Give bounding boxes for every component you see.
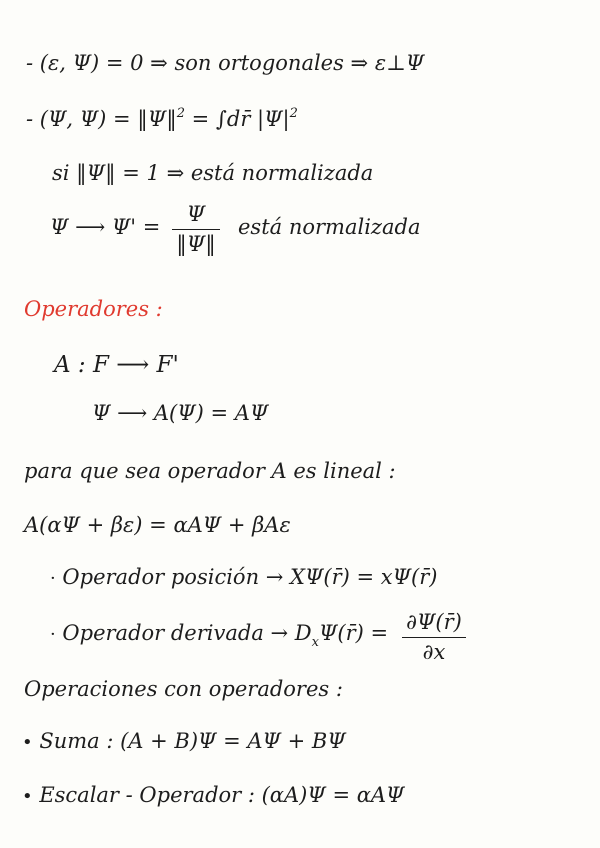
linearity-condition-line: para que sea operador A es lineal : xyxy=(24,459,396,483)
normalization-fraction xyxy=(172,202,220,256)
linearity-equation-line: A(αΨ + βε) = αAΨ + βAε xyxy=(24,513,291,537)
section-heading-operadores: Operadores : xyxy=(24,297,163,321)
derivative-operator-text: Operador derivada → D xyxy=(62,621,312,645)
fraction-bar xyxy=(402,637,466,638)
norm-lhs: - (Ψ, Ψ) = ‖Ψ‖ xyxy=(26,107,177,131)
norm-definition-line xyxy=(26,106,298,136)
normalization-denominator: ‖Ψ‖ xyxy=(176,232,216,256)
derivative-numerator: ∂Ψ(r̄) xyxy=(406,610,462,634)
fraction-bar xyxy=(172,229,220,230)
normalization-numerator: Ψ xyxy=(186,202,206,226)
norm-exponent: 2 xyxy=(176,106,185,121)
derivative-subscript: x xyxy=(311,635,319,650)
orthogonality-line: - (ε, Ψ) = 0 ⇒ son ortogonales ⇒ ε⊥Ψ xyxy=(26,51,425,75)
operator-action-line: Ψ ⟶ A(Ψ) = AΨ xyxy=(92,401,269,425)
normalized-condition-line: si ‖Ψ‖ = 1 ⇒ está normalizada xyxy=(52,161,374,185)
norm-integral: = ∫dr̄ |Ψ| xyxy=(184,107,290,131)
bullet-large: • xyxy=(22,732,33,753)
derivative-denominator: ∂x xyxy=(422,640,446,664)
bullet-small: · xyxy=(50,624,56,645)
derivative-fraction xyxy=(402,610,466,664)
operations-heading-line: Operaciones con operadores : xyxy=(24,677,343,701)
norm-integral-exponent: 2 xyxy=(289,106,298,121)
bullet-large: • xyxy=(22,786,33,807)
scalar-operation-text: Escalar - Operador : (αA)Ψ = αAΨ xyxy=(39,783,405,807)
sum-operation-item xyxy=(22,728,346,756)
operator-mapping-line: A : F ⟶ F' xyxy=(54,352,179,378)
normalization-rhs: está normalizada xyxy=(238,215,421,239)
position-operator-item xyxy=(50,564,437,592)
scalar-operation-item xyxy=(22,782,404,810)
position-operator-text: Operador posición → XΨ(r̄) = xΨ(r̄) xyxy=(62,565,438,589)
bullet-small: · xyxy=(50,568,56,589)
normalization-lhs: Ψ ⟶ Ψ' = xyxy=(50,215,161,239)
sum-operation-text: Suma : (A + B)Ψ = AΨ + BΨ xyxy=(39,729,346,753)
derivative-operator-item xyxy=(50,620,388,650)
derivative-operator-arg: Ψ(r̄) = xyxy=(318,621,389,645)
